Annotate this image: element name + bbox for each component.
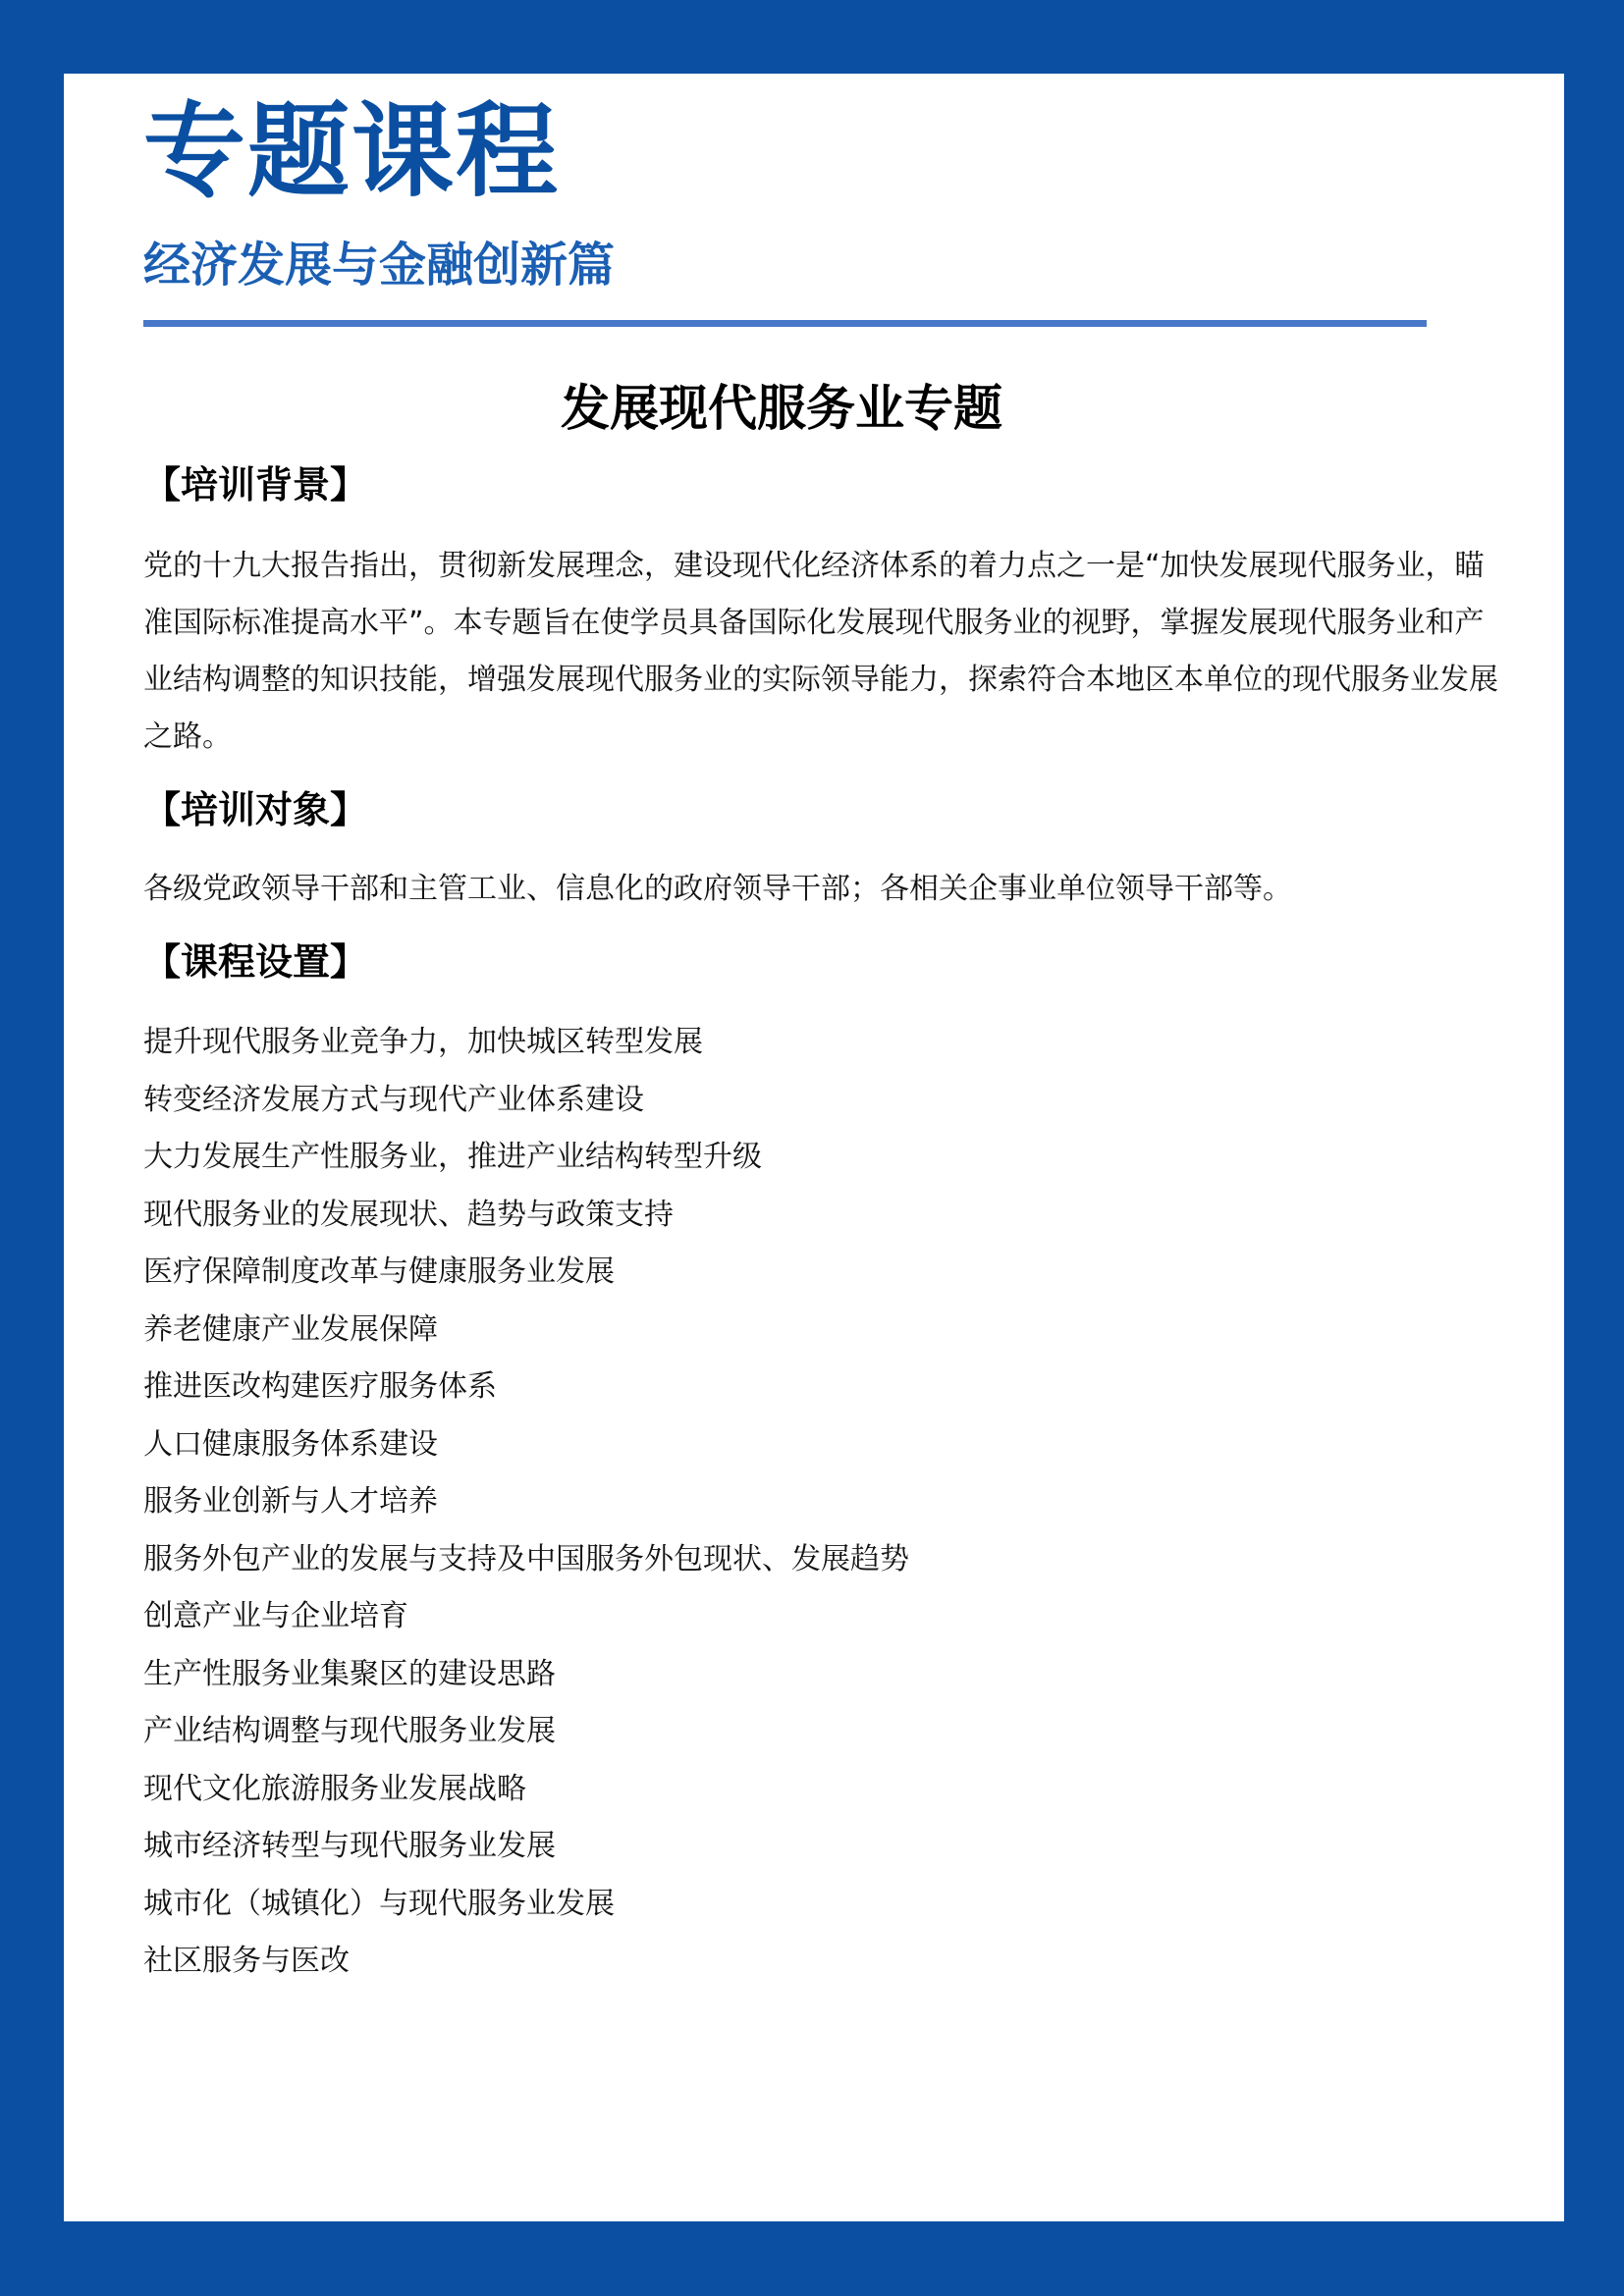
list-item: 产业结构调整与现代服务业发展 <box>143 1714 556 1748</box>
section-heading-audience: 【培训对象】 <box>143 787 368 831</box>
list-item: 生产性服务业集聚区的建设思路 <box>143 1656 556 1691</box>
list-item: 创意产业与企业培育 <box>143 1599 408 1633</box>
header-divider <box>143 320 1427 327</box>
background-paragraph: 党的十九大报告指出，贯彻新发展理念，建设现代化经济体系的着力点之一是“加快发展现代服务业，瞄准国际标准提高水平”。本专题旨在使学员具备国际化发展现代服务业的视野，掌握发展现代服务业和产业结构调整的知识技能，增强发展现代服务业的实际领导能力，探索符合本地区本单位的现代服务业发展之路。 <box>143 549 1498 754</box>
document-page <box>64 74 1564 2221</box>
main-title: 专题课程 <box>143 91 561 211</box>
course-list <box>143 1014 1518 1991</box>
list-item: 养老健康产业发展保障 <box>143 1311 438 1347</box>
list-item: 大力发展生产性服务业，推进产业结构转型升级 <box>143 1140 762 1174</box>
list-item: 服务业创新与人才培养 <box>143 1484 438 1519</box>
list-item: 提升现代服务业竞争力，加快城区转型发展 <box>143 1025 703 1059</box>
list-item: 城市经济转型与现代服务业发展 <box>143 1829 556 1863</box>
section-heading-background: 【培训背景】 <box>143 462 368 507</box>
list-item: 推进医改构建医疗服务体系 <box>143 1369 497 1404</box>
sub-title: 经济发展与金融创新篇 <box>143 238 616 293</box>
list-item: 社区服务与医改 <box>143 1944 350 1978</box>
list-item: 医疗保障制度改革与健康服务业发展 <box>143 1255 615 1289</box>
list-item: 转变经济发展方式与现代产业体系建设 <box>143 1082 644 1117</box>
list-item: 人口健康服务体系建设 <box>143 1426 438 1462</box>
list-item: 服务外包产业的发展与支持及中国服务外包现状、发展趋势 <box>143 1541 909 1576</box>
section-heading-courses: 【课程设置】 <box>143 939 368 984</box>
list-item: 现代服务业的发展现状、趋势与政策支持 <box>143 1197 674 1232</box>
list-item: 城市化（城镇化）与现代服务业发展 <box>143 1886 615 1921</box>
audience-paragraph: 各级党政领导干部和主管工业、信息化的政府领导干部；各相关企事业单位领导干部等。 <box>143 872 1292 906</box>
list-item: 现代文化旅游服务业发展战略 <box>143 1771 526 1806</box>
page-content <box>143 88 1518 1991</box>
document-title: 发展现代服务业专题 <box>561 380 1002 437</box>
